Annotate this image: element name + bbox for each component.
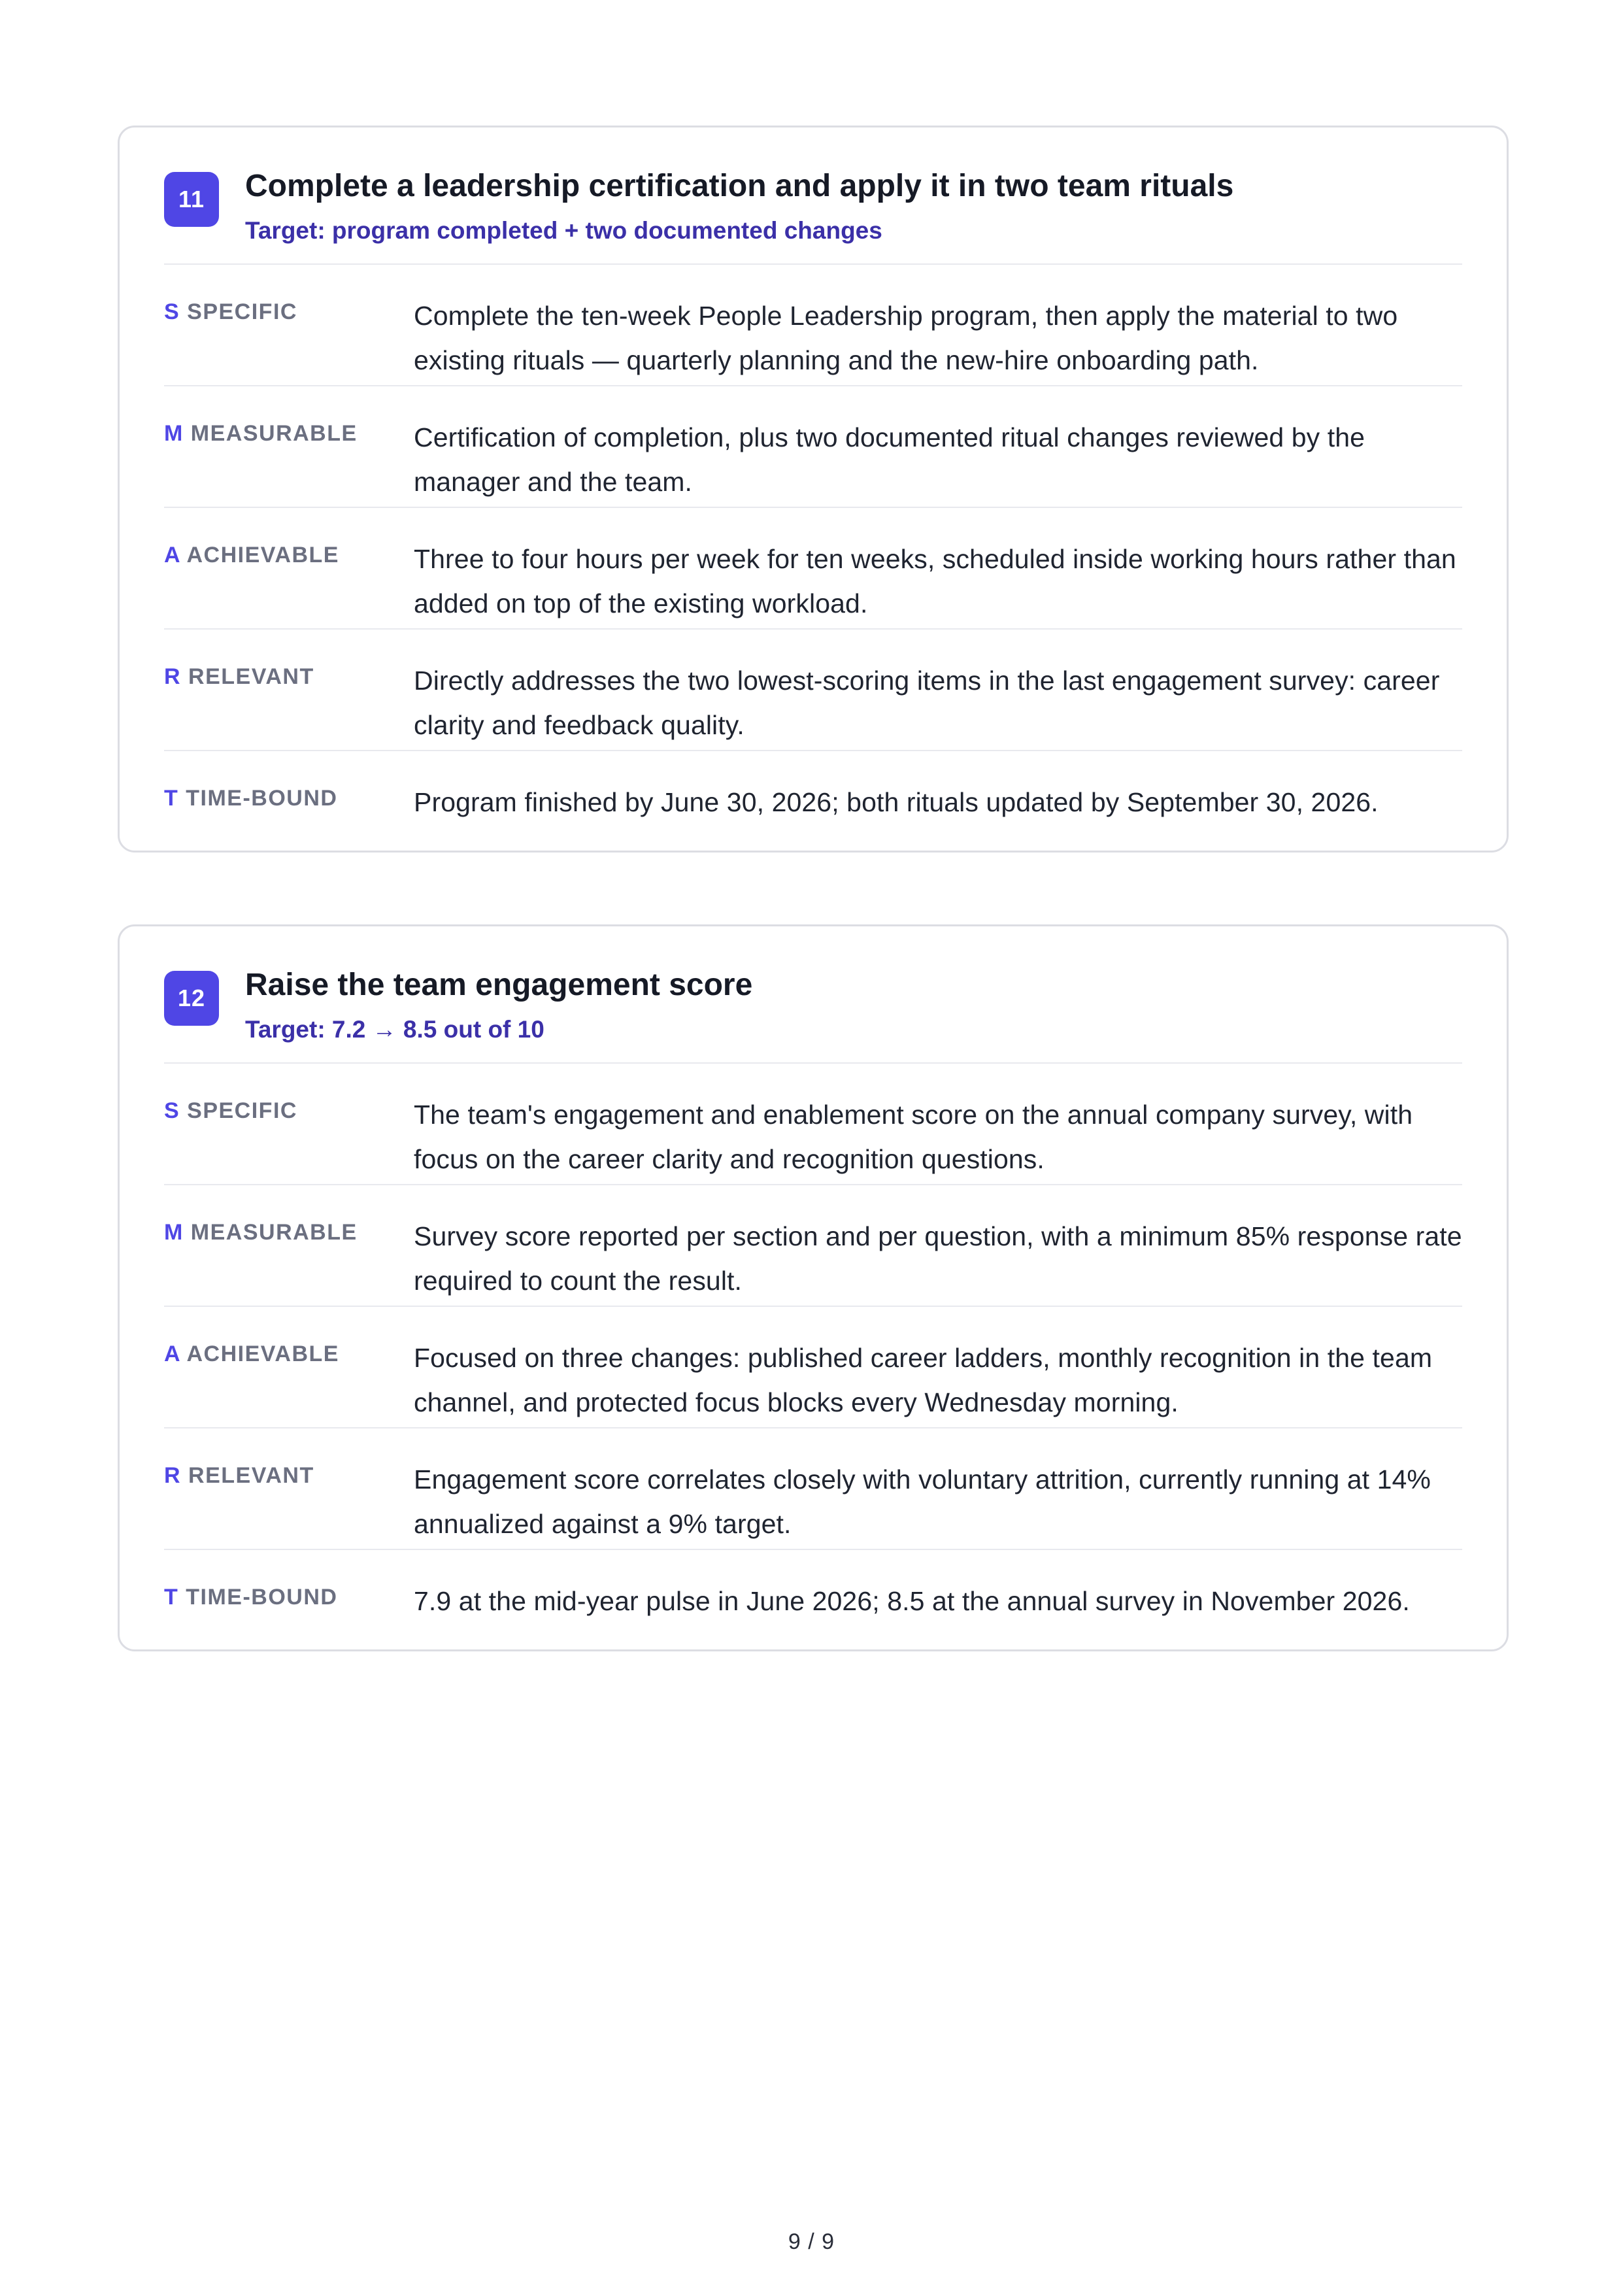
criterion-letter: R [164, 664, 182, 689]
criterion-text: Three to four hours per week for ten weeks, scheduled inside working hours rather than added on top of the existing workload. [414, 544, 1456, 618]
criterion-letter: S [164, 299, 180, 324]
criterion-row-measurable [164, 386, 1462, 508]
criterion-label [164, 1307, 414, 1368]
criterion-letter: R [164, 1463, 182, 1488]
criterion-name: ACHIEVABLE [186, 1342, 339, 1366]
criterion-letter: A [164, 1342, 180, 1366]
criterion-letter: T [164, 1585, 179, 1610]
criterion-label [164, 508, 414, 569]
criterion-name: SPECIFIC [187, 299, 297, 324]
goal-number-badge: 12 [164, 971, 219, 1026]
criterion-row-relevant [164, 630, 1462, 751]
criterion-row-time-bound [164, 751, 1462, 851]
criterion-label [164, 265, 414, 326]
page-number: 9 / 9 [788, 2229, 835, 2254]
goal-header [164, 169, 1462, 265]
criterion-name: RELEVANT [188, 664, 314, 689]
criterion-label [164, 1428, 414, 1490]
criterion-row-measurable [164, 1185, 1462, 1307]
goal-target: Target: program completed + two documented changes [245, 217, 882, 244]
goal-header [164, 968, 1462, 1064]
criterion-text: Survey score reported per section and per question, with a minimum 85% response rate required to count the result. [414, 1221, 1462, 1296]
criterion-text: Certification of completion, plus two documented ritual changes reviewed by the manager and the team. [414, 422, 1365, 497]
criterion-label [164, 630, 414, 691]
criterion-letter: A [164, 543, 180, 567]
goal-title: Complete a leadership certification and apply it in two team rituals [245, 169, 1234, 203]
criterion-row-specific [164, 1064, 1462, 1185]
criterion-text: The team's engagement and enablement score on the annual company survey, with focus on the career clarity and recognition questions. [414, 1100, 1413, 1174]
criterion-row-achievable [164, 508, 1462, 630]
goal-title: Raise the team engagement score [245, 968, 753, 1002]
criterion-text: Engagement score correlates closely with voluntary attrition, currently running at 14% annualized against a 9% target. [414, 1464, 1431, 1539]
criterion-text: Complete the ten-week People Leadership program, then apply the material to two existing rituals — quarterly planning and the new-hire onboarding path. [414, 301, 1398, 375]
criterion-name: RELEVANT [188, 1463, 314, 1488]
criterion-text: 7.9 at the mid-year pulse in June 2026; 8.5 at the annual survey in November 2026. [414, 1586, 1410, 1616]
criterion-row-achievable [164, 1307, 1462, 1428]
criterion-label [164, 1550, 414, 1612]
goal-target: Target: 7.2 → 8.5 out of 10 [245, 1016, 544, 1043]
criterion-letter: T [164, 786, 179, 811]
criterion-letter: S [164, 1098, 180, 1123]
criterion-name: MEASURABLE [190, 1220, 358, 1245]
criterion-row-time-bound [164, 1550, 1462, 1649]
criterion-name: TIME-BOUND [186, 786, 338, 811]
goal-card [118, 924, 1509, 1651]
criterion-letter: M [164, 421, 184, 446]
goal-card [118, 126, 1509, 853]
criterion-row-specific [164, 265, 1462, 386]
criterion-label [164, 751, 414, 813]
criterion-label [164, 386, 414, 448]
criterion-name: ACHIEVABLE [186, 543, 339, 567]
criterion-text: Directly addresses the two lowest-scoring items in the last engagement survey: career clarity and feedback quality. [414, 666, 1440, 740]
goal-number-badge: 11 [164, 172, 219, 227]
criterion-label [164, 1064, 414, 1125]
criterion-text: Program finished by June 30, 2026; both rituals updated by September 30, 2026. [414, 787, 1379, 817]
criterion-name: TIME-BOUND [186, 1585, 338, 1610]
criterion-label [164, 1185, 414, 1247]
criterion-row-relevant [164, 1428, 1462, 1550]
criterion-text: Focused on three changes: published career ladders, monthly recognition in the team channel, and protected focus blocks every Wednesday morning. [414, 1343, 1433, 1417]
criterion-name: SPECIFIC [187, 1098, 297, 1123]
criterion-name: MEASURABLE [190, 421, 358, 446]
criterion-letter: M [164, 1220, 184, 1245]
